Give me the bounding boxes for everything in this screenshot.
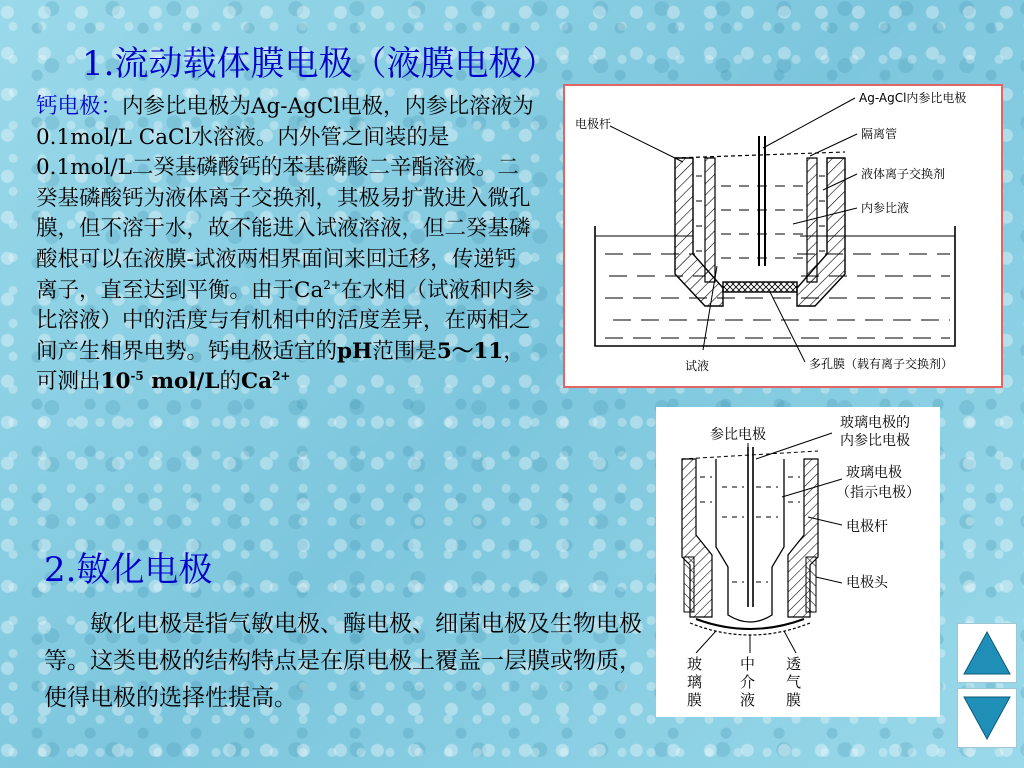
slide-title: 1.流动载体膜电极（液膜电极）	[82, 44, 557, 84]
section2-title: 2.敏化电极	[44, 550, 213, 590]
ca-charge-sup: 2+	[323, 277, 341, 292]
up-arrow-icon	[958, 624, 1016, 682]
svg-text:中: 中	[740, 655, 756, 673]
svg-text:气: 气	[786, 673, 802, 691]
label-sample-solution: 试液	[685, 359, 710, 373]
label-glass-electrode-1: 玻璃电极	[846, 465, 902, 481]
label-intermediate-solution	[740, 655, 755, 709]
calcium-electrode-text	[36, 92, 536, 398]
detection-limit-base: 10	[100, 369, 131, 395]
ph-label: pH	[337, 338, 373, 364]
label-gas-permeable-membrane	[786, 655, 801, 709]
label-internal-solution: 内参比液	[861, 201, 910, 215]
ca-ion-charge: 2+	[272, 369, 291, 384]
label-electrode-rod: 电极杆	[575, 117, 612, 131]
label-porous-membrane: 多孔膜（载有离子交换剂）	[809, 357, 954, 371]
detection-limit-unit: mol/L	[143, 369, 220, 395]
label-liquid-ion-exchanger: 液体离子交换剂	[861, 167, 946, 181]
leader-lines	[610, 98, 857, 362]
label-inner-reference-1: 玻璃电极的	[840, 415, 910, 431]
svg-text:玻: 玻	[687, 655, 703, 673]
down-arrow-icon	[958, 689, 1016, 747]
label-isolation-tube: 隔离管	[861, 127, 898, 141]
svg-text:璃: 璃	[687, 673, 703, 691]
liquid-membrane-electrode-figure	[563, 84, 1003, 388]
svg-text:膜: 膜	[687, 691, 703, 709]
svg-text:介: 介	[740, 673, 756, 691]
gas-sensing-electrode-figure	[656, 407, 940, 717]
text-part-3: 范围是	[372, 338, 437, 364]
glass-electrode	[716, 447, 784, 622]
svg-text:液: 液	[740, 691, 756, 709]
internal-solution-dashes	[721, 186, 803, 258]
svg-text:膜: 膜	[786, 691, 802, 709]
label-electrode-head: 电极头	[846, 575, 888, 591]
text-part-2: 在水相（试液和内参比溶液）中的活度与有机相中的活度差异，在两相之间产生相界电势。钙电极适宜的	[36, 277, 535, 364]
next-slide-button[interactable]	[957, 688, 1017, 748]
sensitized-electrode-body: 敏化电极是指气敏电极、酶电极、细菌电极及生物电极等。这类电极的结构特点是在原电极上覆盖一层膜或物质，使得电极的选择性提高。	[44, 611, 642, 711]
electrode-body	[682, 451, 818, 617]
sensitized-electrode-text	[44, 606, 654, 717]
label-inner-reference-2: 内参比电极	[840, 433, 910, 449]
sample-solution-dashes	[605, 254, 950, 338]
svg-text:透: 透	[786, 655, 802, 673]
text-part-4: ，可测出	[36, 338, 525, 395]
text-part-5: 的	[219, 369, 242, 395]
inner-tube	[705, 158, 817, 282]
ph-range: 5～11	[436, 338, 504, 364]
leader-lines-2	[696, 433, 842, 653]
text-part-1: 内参比电极为Ag-AgCl电极，内参比溶液为0.1mol/L CaCl水溶液。内外管之间装的是0.1mol/L二癸基磷酸钙的苯基磷酸二辛酯溶液。二癸基磷酸钙为液体离子交换剂，其极易扩散进入微孔膜，但不溶于水，故不能进入试液溶液，但二癸基磷酸根可以在液膜-试液两相界面间来回迁移，传递钙离子，直至达到平衡。由于Ca	[36, 94, 534, 303]
label-glass-electrode-2: （指示电极）	[836, 485, 920, 501]
label-electrode-rod-2: 电极杆	[846, 519, 888, 535]
label-reference-electrode: 参比电极	[710, 427, 766, 443]
porous-membrane	[723, 282, 797, 292]
label-ag-agcl-electrode: Ag-AgCl内参比电极	[859, 91, 967, 105]
inner-solution-dashes	[700, 477, 800, 582]
membranes	[696, 619, 804, 629]
ca-ion-label: Ca	[241, 369, 273, 395]
calcium-electrode-label: 钙电极：	[36, 94, 123, 119]
previous-slide-button[interactable]	[957, 623, 1017, 683]
label-glass-membrane	[687, 655, 702, 709]
detection-limit-exponent: -5	[130, 369, 144, 384]
